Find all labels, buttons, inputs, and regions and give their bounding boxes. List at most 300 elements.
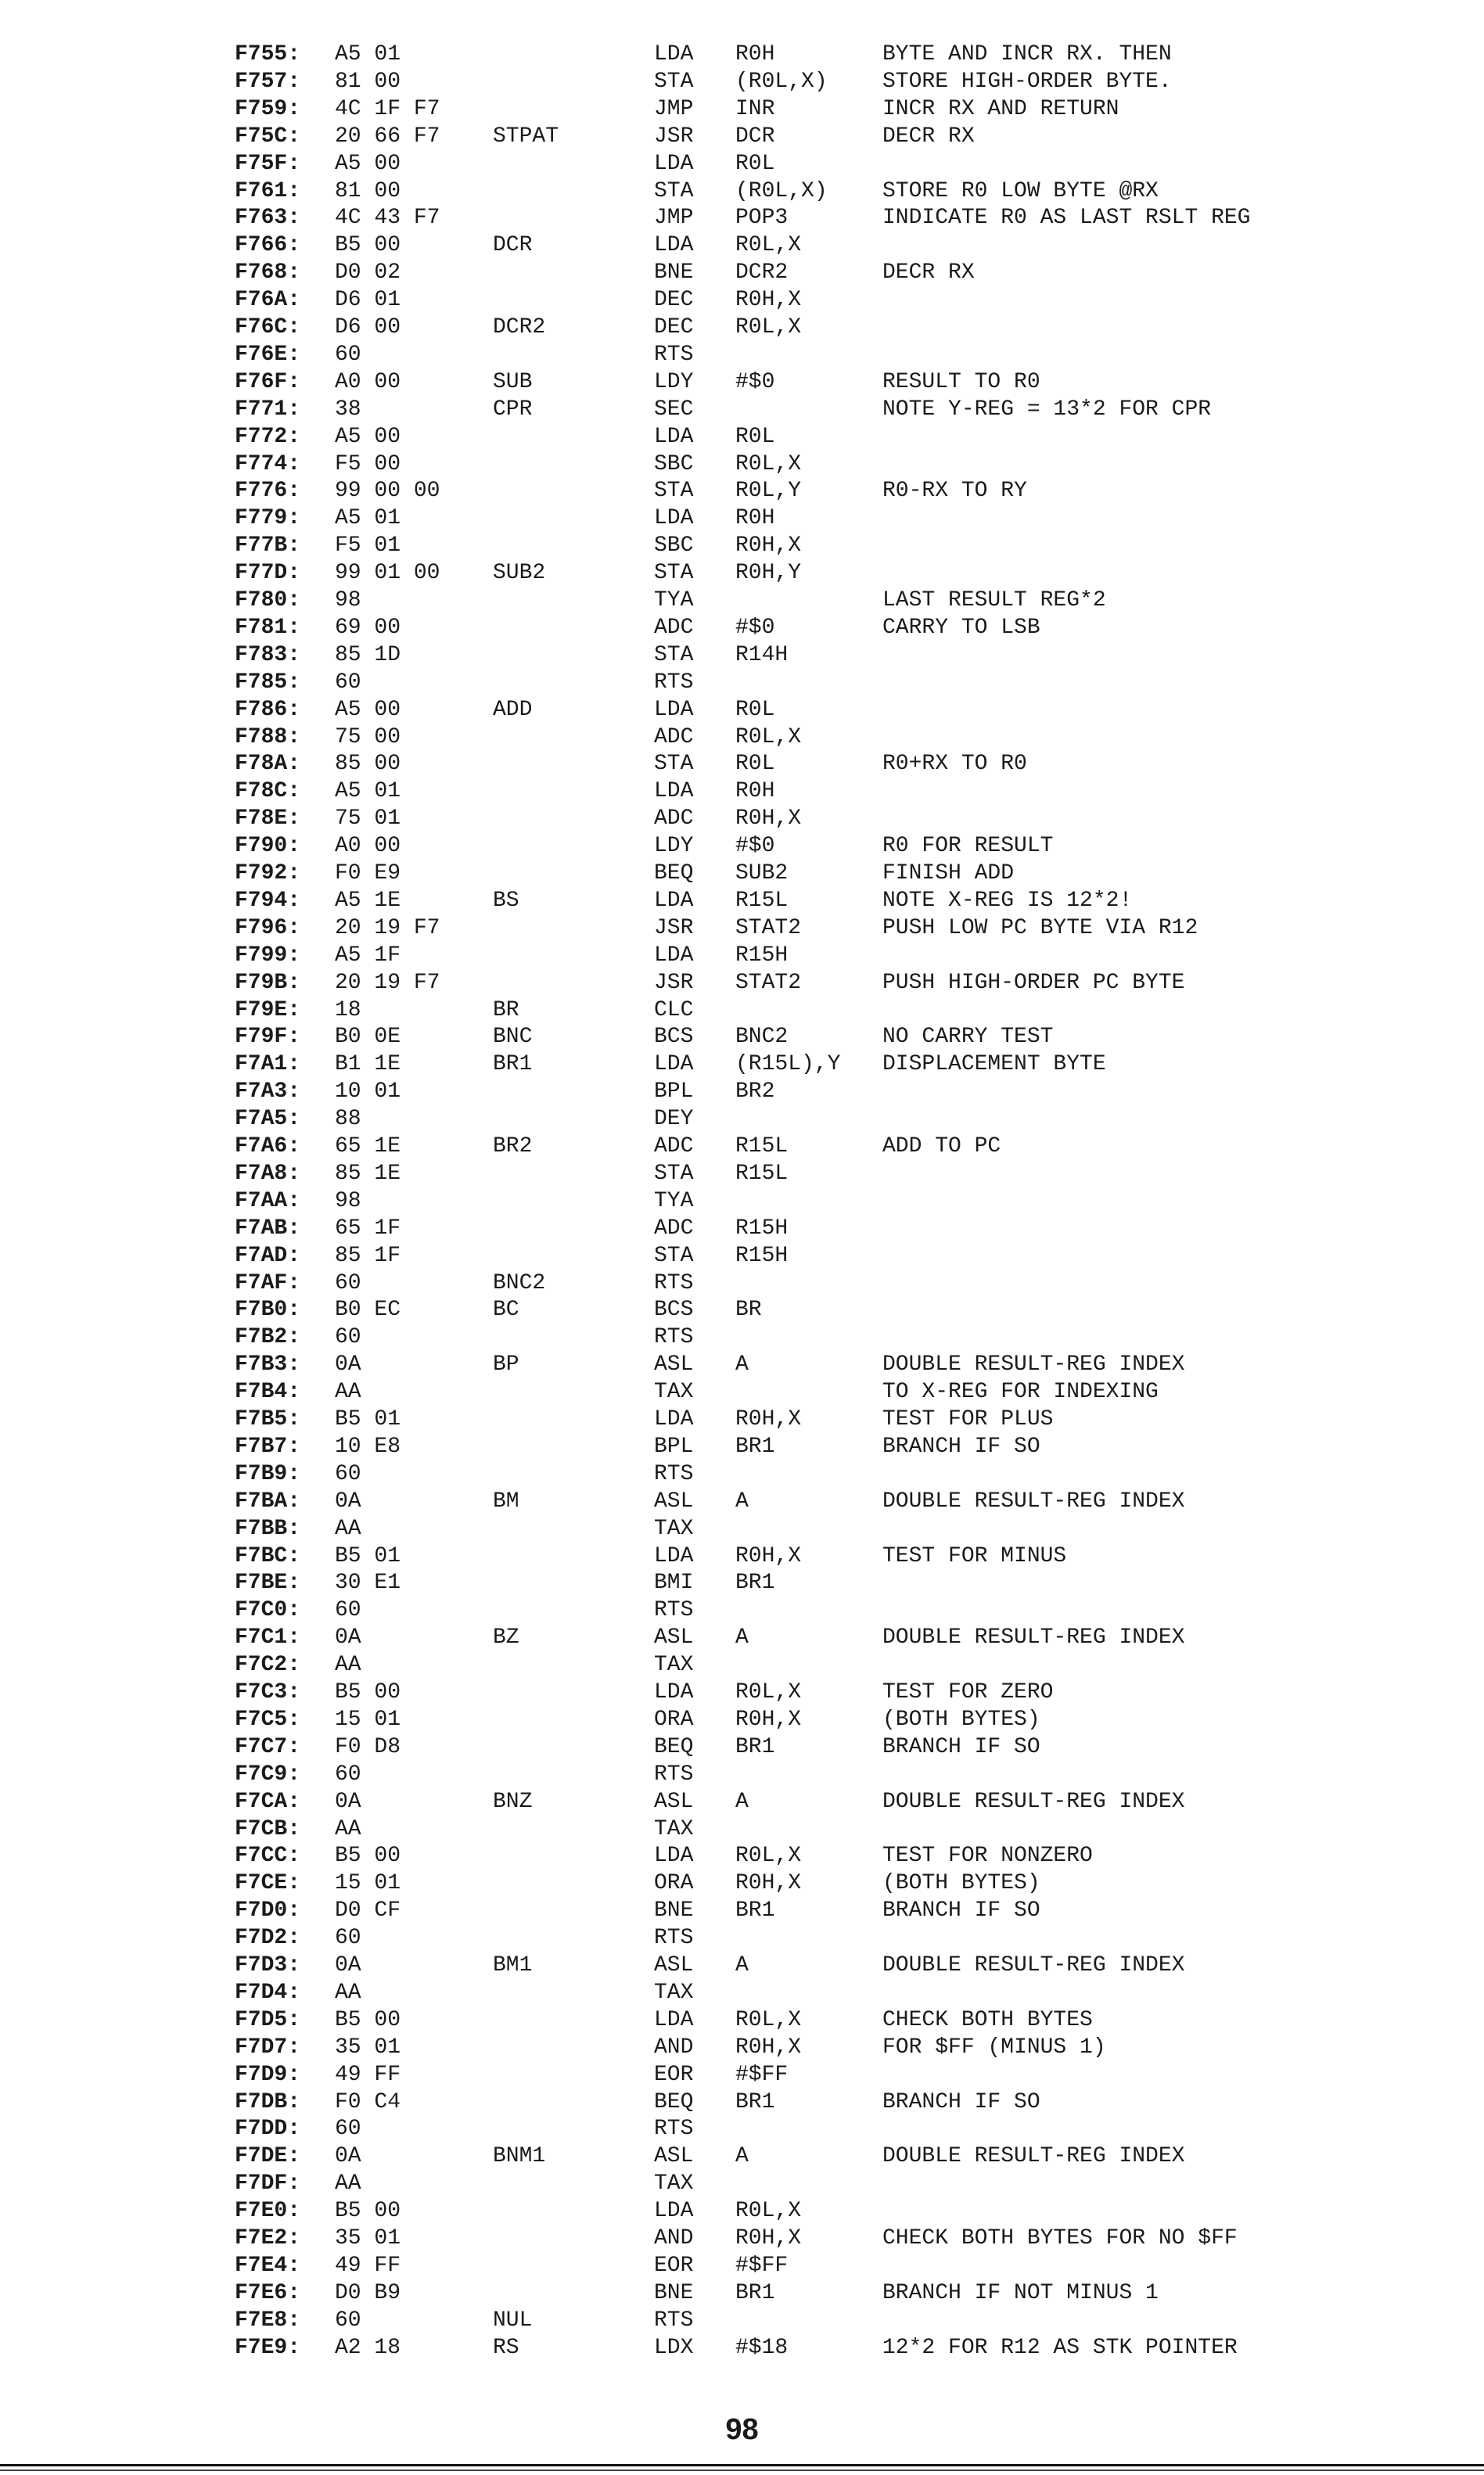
listing-line: [0, 1515, 1484, 1543]
listing-line: [0, 41, 1484, 69]
comment: BYTE AND INCR RX. THEN: [882, 42, 1172, 66]
object-code: A0 00: [335, 834, 401, 859]
object-code: 0A: [335, 2144, 361, 2169]
listing-line: [0, 887, 1484, 915]
listing-line: [0, 1979, 1484, 2007]
address: F7D0:: [235, 1898, 301, 1924]
address: F772:: [235, 424, 301, 449]
address: F78C:: [235, 779, 301, 804]
address: F7B5:: [235, 1407, 301, 1431]
listing-line: [0, 368, 1484, 397]
listing-line: [0, 150, 1484, 178]
address: F7A5:: [235, 1107, 301, 1132]
listing-line: [0, 1324, 1484, 1352]
object-code: B1 1E: [335, 1052, 401, 1077]
address: F7B4:: [235, 1380, 301, 1405]
opcode: CLC: [654, 997, 694, 1022]
address: F7AA:: [235, 1188, 301, 1213]
operand: A: [735, 1953, 749, 1977]
comment: TO X-REG FOR INDEXING: [882, 1380, 1159, 1405]
object-code: 20 19 F7: [335, 915, 440, 940]
object-code: 4C 1F F7: [335, 96, 440, 121]
address: F781:: [235, 615, 301, 640]
comment: ADD TO PC: [882, 1134, 1001, 1158]
comment: DOUBLE RESULT-REG INDEX: [882, 1953, 1185, 1977]
opcode: RTS: [654, 670, 694, 695]
comment: BRANCH IF SO: [882, 1898, 1040, 1924]
object-code: 85 1D: [335, 642, 401, 667]
opcode: LDY: [654, 834, 694, 859]
page-number: 98: [725, 2413, 759, 2446]
address: F7B2:: [235, 1325, 301, 1350]
object-code: B5 00: [335, 1680, 401, 1704]
opcode: TYA: [654, 1188, 694, 1213]
label: BC: [493, 1298, 519, 1323]
listing-line: [0, 1078, 1484, 1106]
listing-line: [0, 1406, 1484, 1434]
listing-line: [0, 778, 1484, 806]
operand: A: [735, 1489, 749, 1514]
operand: R0L: [735, 151, 775, 176]
listing-line: [0, 505, 1484, 533]
listing-line: [0, 805, 1484, 833]
label: BM1: [493, 1953, 533, 1977]
listing-line: [0, 1270, 1484, 1298]
listing-line: [0, 1105, 1484, 1133]
opcode: LDA: [654, 1680, 694, 1704]
address: F78E:: [235, 806, 301, 832]
listing-line: [0, 2225, 1484, 2253]
operand: BR1: [735, 1898, 775, 1924]
listing-line: [0, 204, 1484, 232]
operand: R0H: [735, 506, 775, 531]
opcode: BNE: [654, 260, 694, 286]
address: F799:: [235, 943, 301, 968]
operand: STAT2: [735, 970, 802, 995]
object-code: D0 02: [335, 260, 401, 286]
operand: R0H,Y: [735, 561, 802, 586]
address: F7AB:: [235, 1216, 301, 1241]
object-code: B5 01: [335, 1407, 401, 1431]
address: F796:: [235, 915, 301, 940]
object-code: 60: [335, 1762, 361, 1787]
listing-line: [0, 1543, 1484, 1571]
listing-line: [0, 1679, 1484, 1707]
object-code: AA: [335, 1380, 361, 1405]
address: F7DB:: [235, 2089, 301, 2114]
object-code: 75 00: [335, 724, 401, 749]
object-code: 65 1F: [335, 1216, 401, 1241]
object-code: 60: [335, 2117, 361, 2142]
opcode: JMP: [654, 206, 694, 231]
listing-line: [0, 477, 1484, 505]
operand: R0H: [735, 779, 775, 804]
listing-line: [0, 1242, 1484, 1270]
object-code: AA: [335, 1516, 361, 1541]
label: DCR2: [493, 315, 546, 339]
object-code: B5 00: [335, 233, 401, 258]
listing-line: [0, 2115, 1484, 2143]
opcode: ORA: [654, 1707, 694, 1732]
label: NUL: [493, 2308, 533, 2333]
operand: R0H,X: [735, 1871, 802, 1896]
object-code: 85 00: [335, 752, 401, 777]
object-code: 85 1E: [335, 1161, 401, 1186]
object-code: B5 00: [335, 2007, 401, 2032]
object-code: 10 01: [335, 1079, 401, 1105]
label: STPAT: [493, 124, 559, 149]
comment: FOR $FF (MINUS 1): [882, 2035, 1106, 2060]
address: F7C9:: [235, 1762, 301, 1787]
comment: R0 FOR RESULT: [882, 834, 1054, 859]
address: F7D4:: [235, 1980, 301, 2005]
listing-line: [0, 832, 1484, 860]
opcode: ASL: [654, 1625, 694, 1651]
label: CPR: [493, 397, 533, 422]
opcode: TAX: [654, 2171, 694, 2197]
opcode: ADC: [654, 1216, 694, 1241]
comment: BRANCH IF SO: [882, 2089, 1040, 2114]
comment: 12*2 FOR R12 AS STK POINTER: [882, 2335, 1238, 2360]
comment: LAST RESULT REG*2: [882, 588, 1106, 612]
listing-line: [0, 1924, 1484, 1952]
address: F76F:: [235, 369, 301, 394]
address: F7CA:: [235, 1789, 301, 1814]
address: F790:: [235, 834, 301, 859]
comment: INCR RX AND RETURN: [882, 96, 1119, 121]
comment: DECR RX: [882, 124, 975, 149]
operand: BR: [735, 1298, 762, 1323]
listing-line: [0, 2006, 1484, 2035]
opcode: ADC: [654, 1134, 694, 1158]
object-code: D0 B9: [335, 2280, 401, 2305]
operand: A: [735, 1625, 749, 1651]
opcode: ASL: [654, 1352, 694, 1378]
listing-line: [0, 914, 1484, 943]
label: SUB: [493, 369, 533, 394]
listing-line: [0, 2252, 1484, 2280]
label: BM: [493, 1489, 519, 1514]
opcode: LDA: [654, 233, 694, 258]
label: BR1: [493, 1052, 533, 1077]
operand: R15H: [735, 943, 789, 968]
operand: R15L: [735, 1161, 789, 1186]
comment: TEST FOR ZERO: [882, 1680, 1054, 1704]
opcode: STA: [654, 1243, 694, 1268]
listing-line: [0, 2279, 1484, 2308]
object-code: A5 00: [335, 424, 401, 449]
listing-line: [0, 178, 1484, 206]
address: F783:: [235, 642, 301, 667]
operand: BR1: [735, 2280, 775, 2305]
object-code: A5 01: [335, 779, 401, 804]
opcode: LDA: [654, 1407, 694, 1431]
operand: R0L: [735, 752, 775, 777]
comment: CARRY TO LSB: [882, 615, 1040, 640]
opcode: TAX: [654, 1516, 694, 1541]
address: F759:: [235, 96, 301, 121]
address: F786:: [235, 697, 301, 722]
listing-line: [0, 641, 1484, 670]
listing-line: [0, 68, 1484, 96]
object-code: A5 00: [335, 151, 401, 176]
label: BP: [493, 1352, 519, 1378]
label: SUB2: [493, 561, 546, 586]
opcode: SBC: [654, 451, 694, 476]
address: F7CC:: [235, 1844, 301, 1869]
address: F7D3:: [235, 1953, 301, 1977]
address: F7C1:: [235, 1625, 301, 1651]
comment: FINISH ADD: [882, 861, 1015, 885]
opcode: EOR: [654, 2253, 694, 2278]
object-code: 81 00: [335, 69, 401, 94]
address: F79E:: [235, 997, 301, 1022]
operand: DCR2: [735, 260, 789, 286]
object-code: 10 E8: [335, 1434, 401, 1459]
operand: A: [735, 2144, 749, 2169]
opcode: TYA: [654, 588, 694, 612]
object-code: B5 00: [335, 1844, 401, 1869]
label: BNC: [493, 1025, 533, 1050]
opcode: STA: [654, 642, 694, 667]
address: F76E:: [235, 342, 301, 367]
operand: R0H,X: [735, 806, 802, 832]
object-code: 65 1E: [335, 1134, 401, 1158]
listing-line: [0, 1378, 1484, 1406]
address: F7DE:: [235, 2144, 301, 2169]
opcode: RTS: [654, 1926, 694, 1951]
listing-line: [0, 750, 1484, 778]
opcode: TAX: [654, 1653, 694, 1678]
address: F768:: [235, 260, 301, 286]
object-code: 30 E1: [335, 1571, 401, 1596]
comment: DECR RX: [882, 260, 975, 286]
object-code: 49 FF: [335, 2253, 401, 2278]
listing-line: [0, 1870, 1484, 1898]
operand: R14H: [735, 642, 789, 667]
opcode: TAX: [654, 1980, 694, 2005]
operand: R0L: [735, 424, 775, 449]
address: F7B0:: [235, 1298, 301, 1323]
object-code: A2 18: [335, 2335, 401, 2360]
operand: BR2: [735, 1079, 775, 1105]
listing-line: [0, 2089, 1484, 2117]
object-code: AA: [335, 2171, 361, 2197]
listing-line: [0, 1433, 1484, 1461]
opcode: LDA: [654, 943, 694, 968]
address: F7BB:: [235, 1516, 301, 1541]
opcode: ADC: [654, 615, 694, 640]
opcode: ASL: [654, 1953, 694, 1977]
listing-line: [0, 2197, 1484, 2225]
comment: (BOTH BYTES): [882, 1871, 1040, 1896]
operand: BR1: [735, 1571, 775, 1596]
object-code: 20 66 F7: [335, 124, 440, 149]
operand: POP3: [735, 206, 789, 231]
address: F7C5:: [235, 1707, 301, 1732]
address: F785:: [235, 670, 301, 695]
address: F7E8:: [235, 2308, 301, 2333]
listing-line: [0, 2034, 1484, 2062]
opcode: RTS: [654, 1461, 694, 1486]
address: F774:: [235, 451, 301, 476]
object-code: 60: [335, 2308, 361, 2333]
listing-line: [0, 1897, 1484, 1925]
operand: #$18: [735, 2335, 789, 2360]
address: F7D7:: [235, 2035, 301, 2060]
comment: INDICATE R0 AS LAST RSLT REG: [882, 206, 1251, 231]
comment: STORE R0 LOW BYTE @RX: [882, 178, 1159, 203]
opcode: DEC: [654, 315, 694, 339]
operand: (R0L,X): [735, 69, 828, 94]
operand: SUB2: [735, 861, 789, 885]
opcode: LDA: [654, 506, 694, 531]
address: F7A1:: [235, 1052, 301, 1077]
object-code: AA: [335, 1980, 361, 2005]
listing-line: [0, 2061, 1484, 2089]
object-code: 15 01: [335, 1707, 401, 1732]
address: F7C2:: [235, 1653, 301, 1678]
address: F7C0:: [235, 1598, 301, 1623]
object-code: D0 CF: [335, 1898, 401, 1924]
opcode: ASL: [654, 1489, 694, 1514]
opcode: ASL: [654, 1789, 694, 1814]
address: F779:: [235, 506, 301, 531]
comment: DOUBLE RESULT-REG INDEX: [882, 1789, 1185, 1814]
operand: #$0: [735, 615, 775, 640]
listing-line: [0, 1569, 1484, 1597]
comment: BRANCH IF SO: [882, 1434, 1040, 1459]
operand: #$0: [735, 369, 775, 394]
opcode: SBC: [654, 533, 694, 559]
operand: (R15L),Y: [735, 1052, 841, 1077]
listing-line: [0, 1215, 1484, 1243]
operand: R0H,X: [735, 533, 802, 559]
address: F7D5:: [235, 2007, 301, 2032]
opcode: JSR: [654, 970, 694, 995]
opcode: JSR: [654, 124, 694, 149]
operand: R0L,X: [735, 2199, 802, 2224]
object-code: B0 EC: [335, 1298, 401, 1323]
object-code: A5 1E: [335, 888, 401, 913]
object-code: F0 E9: [335, 861, 401, 885]
opcode: RTS: [654, 1598, 694, 1623]
operand: R0H,X: [735, 1707, 802, 1732]
listing-line: [0, 997, 1484, 1025]
opcode: BEQ: [654, 2089, 694, 2114]
opcode: LDA: [654, 424, 694, 449]
address: F7BC:: [235, 1543, 301, 1568]
label: BR: [493, 997, 519, 1022]
listing-line: [0, 314, 1484, 342]
opcode: RTS: [654, 1325, 694, 1350]
opcode: LDA: [654, 697, 694, 722]
opcode: BMI: [654, 1571, 694, 1596]
listing-line: [0, 1160, 1484, 1188]
listing-line: [0, 1761, 1484, 1789]
comment: RESULT TO R0: [882, 369, 1040, 394]
object-code: 98: [335, 588, 361, 612]
operand: R0L,X: [735, 233, 802, 258]
object-code: 0A: [335, 1789, 361, 1814]
listing-line: [0, 1706, 1484, 1734]
object-code: 38: [335, 397, 361, 422]
address: F7BA:: [235, 1489, 301, 1514]
operand: BR1: [735, 2089, 775, 2114]
object-code: 18: [335, 997, 361, 1022]
listing-line: [0, 2143, 1484, 2171]
listing-line: [0, 724, 1484, 752]
address: F7B9:: [235, 1461, 301, 1486]
address: F780:: [235, 588, 301, 612]
address: F7CE:: [235, 1871, 301, 1896]
label: BR2: [493, 1134, 533, 1158]
address: F7A6:: [235, 1134, 301, 1158]
object-code: 75 01: [335, 806, 401, 832]
object-code: A5 01: [335, 42, 401, 66]
operand: A: [735, 1352, 749, 1378]
object-code: B5 00: [335, 2199, 401, 2224]
opcode: AND: [654, 2035, 694, 2060]
opcode: STA: [654, 752, 694, 777]
address: F7B3:: [235, 1352, 301, 1378]
listing-line: [0, 1842, 1484, 1870]
opcode: STA: [654, 178, 694, 203]
object-code: A0 00: [335, 369, 401, 394]
comment: R0+RX TO R0: [882, 752, 1027, 777]
operand: (R0L,X): [735, 178, 828, 203]
listing-line: [0, 2334, 1484, 2362]
opcode: AND: [654, 2226, 694, 2250]
address: F75C:: [235, 124, 301, 149]
address: F7A3:: [235, 1079, 301, 1105]
address: F7AD:: [235, 1243, 301, 1268]
object-code: B0 0E: [335, 1025, 401, 1050]
opcode: LDA: [654, 888, 694, 913]
label: BS: [493, 888, 519, 913]
listing-line: [0, 259, 1484, 287]
listing-line: [0, 587, 1484, 615]
operand: R0L,X: [735, 451, 802, 476]
listing-line: [0, 1296, 1484, 1324]
operand: R0L,X: [735, 1844, 802, 1869]
operand: R0H: [735, 42, 775, 66]
object-code: 0A: [335, 1489, 361, 1514]
address: F776:: [235, 479, 301, 504]
listing-line: [0, 669, 1484, 697]
label: RS: [493, 2335, 519, 2360]
operand: R0H,X: [735, 1407, 802, 1431]
address: F7BE:: [235, 1571, 301, 1596]
object-code: 49 FF: [335, 2062, 401, 2087]
comment: TEST FOR MINUS: [882, 1543, 1067, 1568]
object-code: 60: [335, 342, 361, 367]
opcode: ADC: [654, 724, 694, 749]
comment: DOUBLE RESULT-REG INDEX: [882, 1352, 1185, 1378]
object-code: 35 01: [335, 2035, 401, 2060]
opcode: RTS: [654, 1762, 694, 1787]
address: F7AF:: [235, 1270, 301, 1295]
operand: R0L,X: [735, 315, 802, 339]
object-code: 35 01: [335, 2226, 401, 2250]
comment: NOTE X-REG IS 12*2!: [882, 888, 1133, 913]
object-code: D6 01: [335, 288, 401, 313]
address: F763:: [235, 206, 301, 231]
address: F7C7:: [235, 1734, 301, 1759]
opcode: LDA: [654, 151, 694, 176]
opcode: RTS: [654, 2308, 694, 2333]
address: F761:: [235, 178, 301, 203]
